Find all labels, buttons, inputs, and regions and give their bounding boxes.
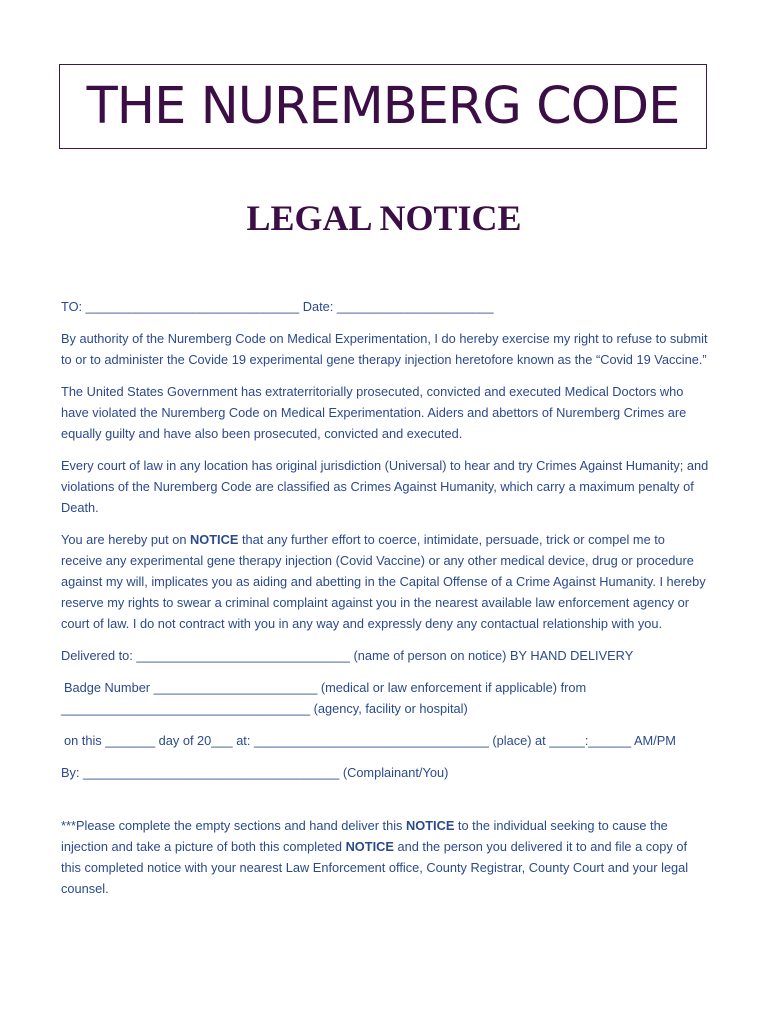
document-subtitle: LEGAL NOTICE [246,198,522,238]
footer-text-c: and the person you delivered it to and file a copy of this completed notice with your nearest Law Enforcement office, County Registrar, County Court and your legal counsel. [61,839,689,896]
footer-instructions [61,815,709,899]
date-place-time-line: on this _______ day of 20___ at: _________________________________ (place) at _____:______ AM/PM [64,733,676,748]
complainant-line: By: ____________________________________ (Complainant/You) [61,765,449,780]
title-box [59,64,707,149]
to-date-line: TO: ______________________________ Date: ______________________ [61,299,494,314]
footer-notice-2: NOTICE [345,839,394,854]
notice-keyword: NOTICE [190,532,239,547]
notice-body [61,296,709,899]
agency-line: ___________________________________ (agency, facility or hospital) [61,701,468,716]
badge-number-line: Badge Number _______________________ (medical or law enforcement if applicable) from [64,680,587,695]
footer-notice-1: NOTICE [406,818,455,833]
paragraph-prosecution: The United States Government has extraterritorially prosecuted, convicted and executed Medical Doctors who have violated the Nuremberg Code on Medical Experimentation. Aiders and abettors of Nuremberg Crimes are equally guilty and have also been prosecuted, convicted and executed. [61,384,687,441]
delivered-to-line: Delivered to: ______________________________ (name of person on notice) BY HAND DELIVERY [61,648,634,663]
footer-text-b: to the individual seeking to cause the injection and take a picture of both this completed [61,818,668,854]
notice-text-a: You are hereby put on [61,532,191,547]
paragraph-authority: By authority of the Nuremberg Code on Medical Experimentation, I do hereby exercise my right to refuse to submit to or to administer the Covide 19 experimental gene therapy injection heretofore known as the “Covid 19 Vaccine.” [61,331,708,367]
footer-text-a: ***Please complete the empty sections and hand deliver this [61,818,407,833]
notice-text-b: that any further effort to coerce, intimidate, persuade, trick or compel me to receive any experimental gene therapy injection (Covid Vaccine) or any other medical device, drug or procedure against my will, implicates you as aiding and abetting in the Capital Offense of a Crime Against Humanity. I hereby reserve my rights to swear a criminal complaint against you in the nearest available law enforcement agency or court of law. I do not contract with you in any way and expressly deny any contactual relationship with you. [61,532,706,631]
document-title: THE NUREMBERG CODE [86,77,680,136]
paragraph-notice [61,529,709,634]
paragraph-jurisdiction: Every court of law in any location has original jurisdiction (Universal) to hear and try Crimes Against Humanity; and violations of the Nuremberg Code are classified as Crimes Against Humanity, which carry a maximum penalty of Death. [61,458,709,515]
